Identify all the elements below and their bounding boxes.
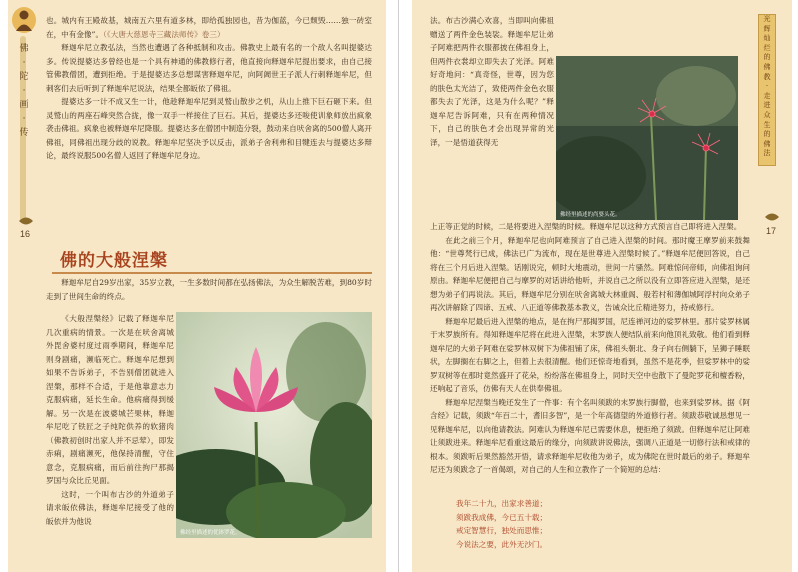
photo-caption: 佛经里描述的优钵罗花。 [180, 530, 241, 536]
paragraph: 法。布古沙满心欢喜，当即叫向佛祖赠送了两件金色装裟。释迦牟尼让弟子阿难把两件衣服都披在佛祖身上，但两件衣裳却立即失去了光泽。阿难好奇地问：“真奇怪，世尊，因为您的肤色太光洁了，致使两件金色衣服都失去了光泽，这是为什么呢？”释迦牟尼告诉阿难，只有在两种情况下，自己的肤色才会出现异常的光泽，一是悟道获得无 [430, 16, 554, 147]
vheader-char: 佛 [763, 62, 771, 71]
paragraph: 释迦牟尼自29岁出家，35岁立教，一生多数时间都在弘扬佛法，为众生解脱苦难，到80岁时走到了世间生命的终点。 [46, 278, 372, 301]
gutter-divider [398, 0, 399, 572]
vtitle-char: · [22, 58, 26, 68]
vtitle-char: 佛 [19, 44, 29, 54]
paragraph: 在此之前三个月，释迦牟尼也向阿难预言了自己进入涅槃的时间。那时魔王摩罗前来鼓舞他：“世尊梵行已成，佛法已广为流布，现在是世尊进入涅槃时候了。”释迦牟尼便回答说，自己将在三个月后进入涅槃。话刚说完，顿时大地震动，世间一片骚然。阿难惊问帝师，向佛祖询问原由。释迦牟尼便把自己与摩罗的对话讲给他听，并说自己之所以没有立即答应进入涅槃，是还想为弟子们再说法。其后，释迦牟尼分别在吠舍离城大林重阁、般若村和薄伽城阿浮村向众弟子再次讲解除了四谛、五戒、八正道等佛教基本教义，告诫众比丘精进努力，持戒修行。 [430, 235, 750, 312]
vheader-char: 生 [763, 120, 771, 129]
paragraph: 也。城内有王殿故基，城南五六里有道多林，即给孤独园也，昔为伽蓝，今已颓毁……独一砖室在，中有金像”。 [46, 16, 372, 39]
citation: （《大唐大慈恩寺三藏法师传》卷三） [103, 29, 225, 39]
left-top-text [46, 14, 372, 163]
paragraph: 《大般涅槃经》记载了释迦牟尼几次重病的情景。一次是在吠舍离城外毘舍婆村度过雨季期间，释迦牟尼则身剧痛，濒临死亡。释迦牟尼想到如果不告诉弟子，不告别僧团就进入涅槃，那样不合适，于是他靠意志力克服病痛，延长生命。他病痛得到缓解。另一次是在波婆城芒果林，释迦牟尼吃了铁匠之子纯陀供养的软猪肉（佛教初创时出家人并不忌荤），即发赤痢，剧痛濒死，他保持清醒，守住意念，克服病痛，而后前往拘尸那揭罗国与众比丘见面。 [46, 314, 174, 485]
vertical-chapter-header [758, 14, 776, 166]
lotus-photo-image [176, 312, 372, 538]
vtitle-char: 画 [19, 100, 29, 110]
photo-caption: 佛经里描述的尚婆头花。 [560, 212, 621, 218]
right-column-text [430, 14, 554, 149]
vtitle-char: 陀 [19, 72, 29, 82]
verse-line: 戒定智慧行，独处而思惟； [456, 526, 548, 535]
leaf-ornament-icon [18, 216, 34, 226]
vheader-char: 灿 [763, 34, 771, 43]
vertical-book-title [18, 42, 30, 140]
flower-photo [556, 56, 738, 220]
vheader-char: 众 [763, 110, 771, 119]
left-column-text [46, 312, 174, 528]
verse-block [456, 497, 656, 551]
right-page [412, 0, 792, 572]
page-number: 17 [766, 226, 777, 236]
paragraph: 提婆达多一计不成又生一计，他趁释迦牟尼到灵鹫山散步之机，从山上推下巨石砸下来。但灵鹫山的两座石峰突然合拢，像一双手一样接住了巨石。其后，提婆达多还唆使训象师放出疯象袭击佛祖。疯象也被释迦牟尼降服。提婆达多在僧团中制造分裂，鼓动来自吠舍离的500僧人离开佛祖，同佛祖出现分歧的说教。释迦牟尼坚决予以反击，派弟子舍利弗和目犍连去与提婆达多辩论，最终说服500名僧人返回了释迦牟尼身边。 [46, 97, 372, 160]
paragraph: 释迦牟尼最后进入涅槃的地点，是在拘尸那揭罗国，尼连禅河边的娑罗林里。那片娑罗林属于末罗族所有。得知释迦牟尼将在此进入涅槃，末罗族人便结队前来向他顶礼致敬。他们看到释迦牟尼的大弟子阿难在娑罗林双树下为佛祖铺了床，佛祖头朝北、身子向右侧躺下，呈狮子睡眠状，左脚搁在右脚之上，但着上去很清醒。他们还惊奇地看到，虽然不是花季，但娑罗林中的娑罗双树等在那时竟然盛开了花朵，纷纷落在佛祖身上，同时天空中也散下了曼陀罗花和檀香粉，还响起了音乐，仿佛有天人在供奉佛祖。 [430, 316, 750, 393]
vheader-char: 走 [763, 91, 771, 100]
intro-text [46, 276, 372, 303]
buddha-emblem-icon [11, 4, 37, 34]
vheader-char: 烂 [763, 43, 771, 52]
verse-line: 今说法之要，此外无沙门。 [456, 539, 548, 549]
section-heading: 佛的大般涅槃 [60, 251, 168, 271]
paragraph: 释迦牟尼立教弘法，当然也遭遇了各种抵制和攻击。佛教史上最有名的一个敌人名叫提婆达多。传说提婆达多曾经也是一个具有神通的佛教修行者，他直接向释迦牟尼提出要求，由自己接管佛教僧团，遭到拒绝。于是提婆达多总想谋害释迦牟尼，向阿阇世王子派人行刺释迦牟尼，但刺客们去后听到了释迦牟尼说法，结果全都皈依了佛祖。 [46, 43, 372, 93]
paragraph: 上正等正觉的时候，二是将要进入涅槃的时候。释迦牟尼以这种方式预言自己即将进入涅槃。 [430, 222, 742, 231]
verse-line: 我年二十九，出家求善道； [456, 499, 548, 508]
vtitle-char: · [22, 86, 26, 96]
vheader-char: 光 [763, 15, 771, 23]
page-number: 16 [20, 229, 31, 239]
right-full-text [430, 220, 750, 477]
paragraph: 释迦牟尼涅槃当晚还发生了一件事：有个名叫须跋的末罗族行脚僧，也来到娑罗林。据《阿含经》记载，须跋“年百二十，耆旧多智”，是一个年高德望的外道修行者。须跋恭敬诚恳想见一见释迦牟尼，以向他请教法。阿难认为释迦牟尼已需要休息，便拒绝了须跋。但释迦牟尼让阿难让须跋进来。释迦牟尼看重这最后的缘分，向须跋讲说佛法，强调八正道是一切修行法和戒律的根本。须跋听后果然豁然开悟，请求释迦牟尼收他为弟子，成为佛陀在世时最后的弟子。释迦牟尼还为须跋念了一首偈颂，对自己的人生和立教作了一个简短的总结： [430, 397, 750, 474]
heading-rule [52, 272, 372, 274]
book-gutter [386, 0, 412, 572]
vtitle-char: 传 [19, 128, 29, 138]
vtitle-char: · [22, 114, 26, 124]
leaf-ornament-icon [764, 212, 780, 222]
paragraph: 这时，一个叫布古沙的外道弟子请求皈依佛法，释迦牟尼接受了他的皈依并为他说 [46, 489, 174, 526]
left-page [8, 0, 386, 572]
vheader-char: 教 [763, 72, 771, 81]
vheader-char: 佛 [763, 139, 771, 148]
verse-line: 须跋我成佛，今已五十载； [456, 512, 548, 522]
vheader-char: · [765, 82, 769, 91]
lotus-photo [176, 312, 372, 538]
vheader-char: 的 [763, 130, 771, 139]
vheader-char: 辉 [763, 24, 771, 33]
flower-photo-image [556, 56, 738, 220]
vheader-char: 的 [763, 53, 771, 62]
vheader-char: 法 [763, 149, 771, 158]
left-ornament-strip [8, 0, 42, 572]
vheader-char: 进 [763, 101, 771, 110]
